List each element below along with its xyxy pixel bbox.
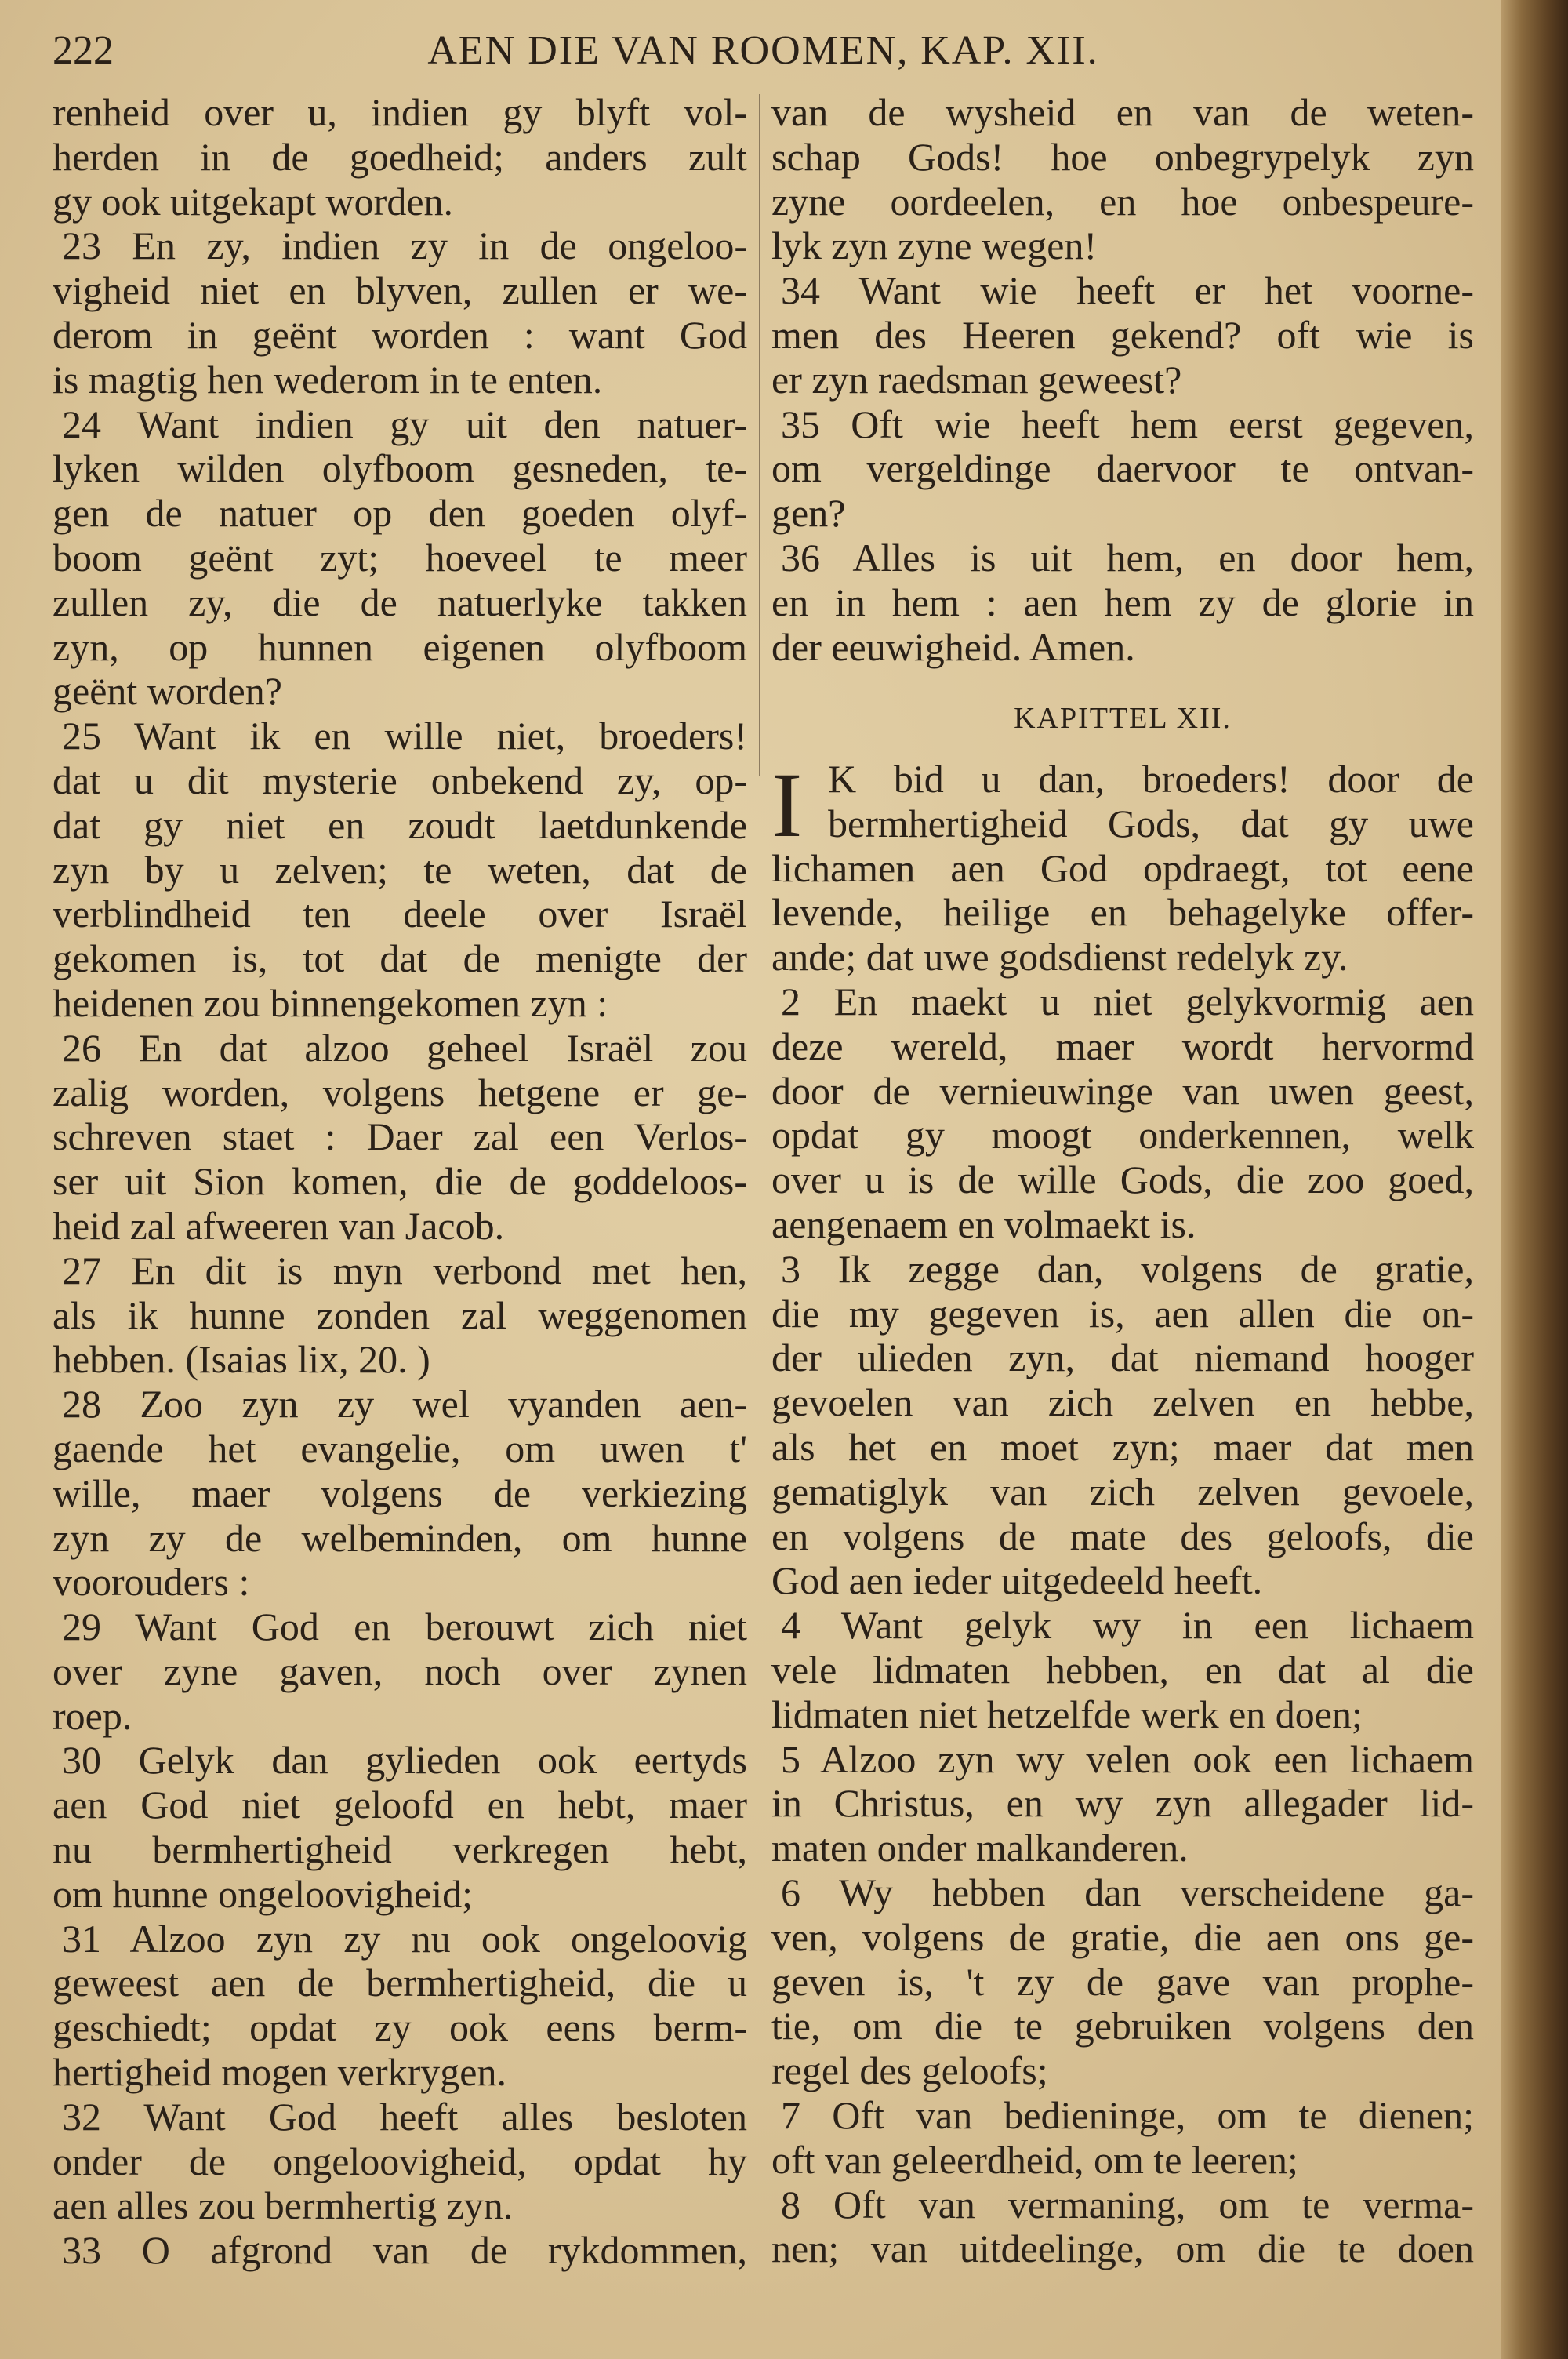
text-line: 28 Zoo zyn zy wel vyanden aen- (62, 1382, 747, 1427)
text-line: ser uit Sion komen, die de goddeloos- (53, 1159, 747, 1204)
text-line: men des Heeren gekend? oft wie is (771, 312, 1474, 357)
text-line: om vergeldinge daervoor te ontvan- (771, 446, 1474, 491)
text-line: vele lidmaten hebben, en dat al die (771, 1647, 1474, 1692)
text-line: geënt worden? (53, 669, 282, 714)
page-header (53, 24, 1474, 78)
text-line: derom in geënt worden : want God (53, 312, 747, 357)
column-rule (759, 94, 760, 776)
text-line: nen; van uitdeelinge, om die te doen (771, 2226, 1474, 2271)
text-line: 27 En dit is myn verbond met hen, (62, 1248, 747, 1292)
text-line: zyn, op hunnen eigenen olyfboom (53, 624, 747, 669)
text-line: 23 En zy, indien zy in de ongeloo- (62, 224, 747, 268)
text-line: zullen zy, die de natuerlyke takken (53, 580, 747, 624)
text-line: als ik hunne zonden zal weggenomen (53, 1292, 747, 1337)
text-line: 7 Oft van bedieninge, om te dienen; (781, 2092, 1474, 2137)
chapter-heading: KAPITTEL XII. (1014, 702, 1232, 735)
text-line: van de wysheid en van de weten- (771, 90, 1474, 134)
text-line: gen de natuer op den goeden olyf- (53, 491, 747, 536)
text-line: regel des geloofs; (771, 2048, 1048, 2093)
text-line: onder de ongeloovigheid, opdat hy (53, 2139, 747, 2183)
text-line: 3 Ik zegge dan, volgens de gratie, (781, 1246, 1474, 1291)
text-line: en volgens de mate des geloofs, die (771, 1514, 1474, 1558)
text-line: zyne oordeelen, en hoe onbespeure- (771, 179, 1474, 224)
text-line: er zyn raedsman geweest? (771, 357, 1182, 402)
text-line: 24 Want indien gy uit den natuer- (62, 402, 747, 446)
text-line: 30 Gelyk dan gylieden ook eertyds (62, 1738, 747, 1783)
text-line: geschiedt; opdat zy ook eens berm- (53, 2005, 747, 2050)
text-line: aen God niet geloofd en hebt, maer (53, 1783, 747, 1827)
right-column-bottom (771, 754, 1474, 2271)
text-line: dat gy niet en zoudt laetdunkende (53, 802, 747, 847)
text-line: 29 Want God en berouwt zich niet (62, 1605, 747, 1649)
text-line: K bid u dan, broeders! door de (828, 757, 1474, 801)
page-number: 222 (53, 28, 114, 73)
text-line: wille, maer volgens de verkiezing (53, 1470, 747, 1515)
text-line: ande; dat uwe godsdienst redelyk zy. (771, 935, 1348, 980)
left-column (53, 90, 747, 2273)
text-line: 32 Want God heeft alles besloten (62, 2094, 747, 2139)
text-line: der eeuwigheid. Amen. (771, 624, 1135, 669)
text-line: heid zal afweeren van Jacob. (53, 1203, 505, 1248)
text-line: 8 Oft van vermaning, om te verma- (781, 2182, 1474, 2226)
text-line: voorouders : (53, 1560, 250, 1605)
text-line: over zyne gaven, noch over zynen (53, 1648, 747, 1693)
text-line: gaende het evangelie, om uwen t' (53, 1426, 747, 1470)
text-line: aen alles zou bermhertig zyn. (53, 2183, 514, 2228)
text-line: dat u dit mysterie onbekend zy, op- (53, 758, 747, 802)
text-line: oft van geleerdheid, om te leeren; (771, 2137, 1298, 2182)
text-line: lidmaten niet hetzelfde werk en doen; (771, 1692, 1363, 1736)
drop-cap: I (771, 754, 803, 856)
text-line: gy ook uitgekapt worden. (53, 179, 454, 224)
text-line: 36 Alles is uit hem, en door hem, (781, 535, 1474, 580)
text-line: gen? (771, 491, 846, 536)
text-line: en in hem : aen hem zy de glorie in (771, 580, 1474, 624)
text-line: om hunne ongeloovigheid; (53, 1871, 474, 1916)
text-line: hertigheid mogen verkrygen. (53, 2050, 506, 2095)
text-line: 31 Alzoo zyn zy nu ook ongeloovig (62, 1916, 747, 1961)
text-line: gevoelen van zich zelven en hebbe, (771, 1380, 1474, 1425)
running-title: AEN DIE VAN ROOMEN, KAP. XII. (427, 28, 1099, 73)
text-line: der ulieden zyn, dat niemand hooger (771, 1336, 1474, 1380)
text-line: die my gegeven is, aen allen die on- (771, 1291, 1474, 1336)
text-line: lyken wilden olyfboom gesneden, te- (53, 446, 747, 491)
text-line: aengenaem en volmaekt is. (771, 1201, 1196, 1246)
text-line: als het en moet zyn; maer dat men (771, 1424, 1474, 1469)
text-line: geweest aen de bermhertigheid, die u (53, 1961, 747, 2005)
text-line: nu bermhertigheid verkregen hebt, (53, 1827, 747, 1872)
text-line: zyn by u zelven; te weten, dat de (53, 847, 747, 892)
text-line: 4 Want gelyk wy in een lichaem (781, 1603, 1474, 1648)
text-line: in Christus, en wy zyn allegader lid- (771, 1781, 1474, 1826)
right-column-top (771, 90, 1474, 669)
text-line: herden in de goedheid; anders zult (53, 134, 747, 179)
text-line: gematiglyk van zich zelven gevoele, (771, 1469, 1474, 1514)
text-line: bermhertigheid Gods, dat gy uwe (828, 801, 1474, 845)
text-line: door de vernieuwinge van uwen geest, (771, 1068, 1474, 1113)
text-line: 6 Wy hebben dan verscheidene ga- (781, 1870, 1474, 1914)
text-line: tie, om die te gebruiken volgens den (771, 2004, 1474, 2048)
text-line: renheid over u, indien gy blyft vol- (53, 90, 747, 134)
text-line: schap Gods! hoe onbegrypelyk zyn (771, 134, 1474, 179)
text-line: zyn zy de welbeminden, om hunne (53, 1515, 747, 1560)
text-line: hebben. (Isaias lix, 20. ) (53, 1337, 430, 1382)
text-line: heidenen zou binnengekomen zyn : (53, 980, 608, 1025)
text-line: vigheid niet en blyven, zullen er we- (53, 268, 747, 313)
text-line: maten onder malkanderen. (771, 1826, 1189, 1870)
text-line: boom geënt zyt; hoeveel te meer (53, 535, 747, 580)
text-line: 35 Oft wie heeft hem eerst gegeven, (781, 402, 1474, 446)
text-line: gekomen is, tot dat de menigte der (53, 936, 747, 981)
text-line: over u is de wille Gods, die zoo goed, (771, 1158, 1474, 1202)
text-line: deze wereld, maer wordt hervormd (771, 1023, 1474, 1068)
text-line: opdat gy moogt onderkennen, welk (771, 1113, 1474, 1158)
text-line: ven, volgens de gratie, die aen ons ge- (771, 1914, 1474, 1959)
text-line: 34 Want wie heeft er het voorne- (781, 268, 1474, 313)
text-line: is magtig hen wederom in te enten. (53, 357, 603, 402)
text-line: geven is, 't zy de gave van prophe- (771, 1959, 1474, 2004)
text-line: lichamen aen God opdraegt, tot eene (771, 845, 1474, 890)
text-line: verblindheid ten deele over Israël (53, 892, 747, 936)
text-line: 25 Want ik en wille niet, broeders! (62, 714, 747, 758)
text-line: zalig worden, volgens hetgene er ge- (53, 1070, 747, 1114)
text-line: roep. (53, 1693, 132, 1738)
text-line: 5 Alzoo zyn wy velen ook een lichaem (781, 1736, 1474, 1781)
next-page-edge (1501, 0, 1568, 2359)
text-line: 33 O afgrond van de rykdommen, (62, 2228, 747, 2273)
text-line: lyk zyn zyne wegen! (771, 224, 1098, 268)
text-line: 2 En maekt u niet gelykvormig aen (781, 979, 1474, 1023)
text-line: levende, heilige en behagelyke offer- (771, 890, 1474, 935)
text-line: 26 En dat alzoo geheel Israël zou (62, 1025, 747, 1070)
text-line: God aen ieder uitgedeeld heeft. (771, 1558, 1263, 1603)
text-line: schreven staet : Daer zal een Verlos- (53, 1114, 747, 1159)
